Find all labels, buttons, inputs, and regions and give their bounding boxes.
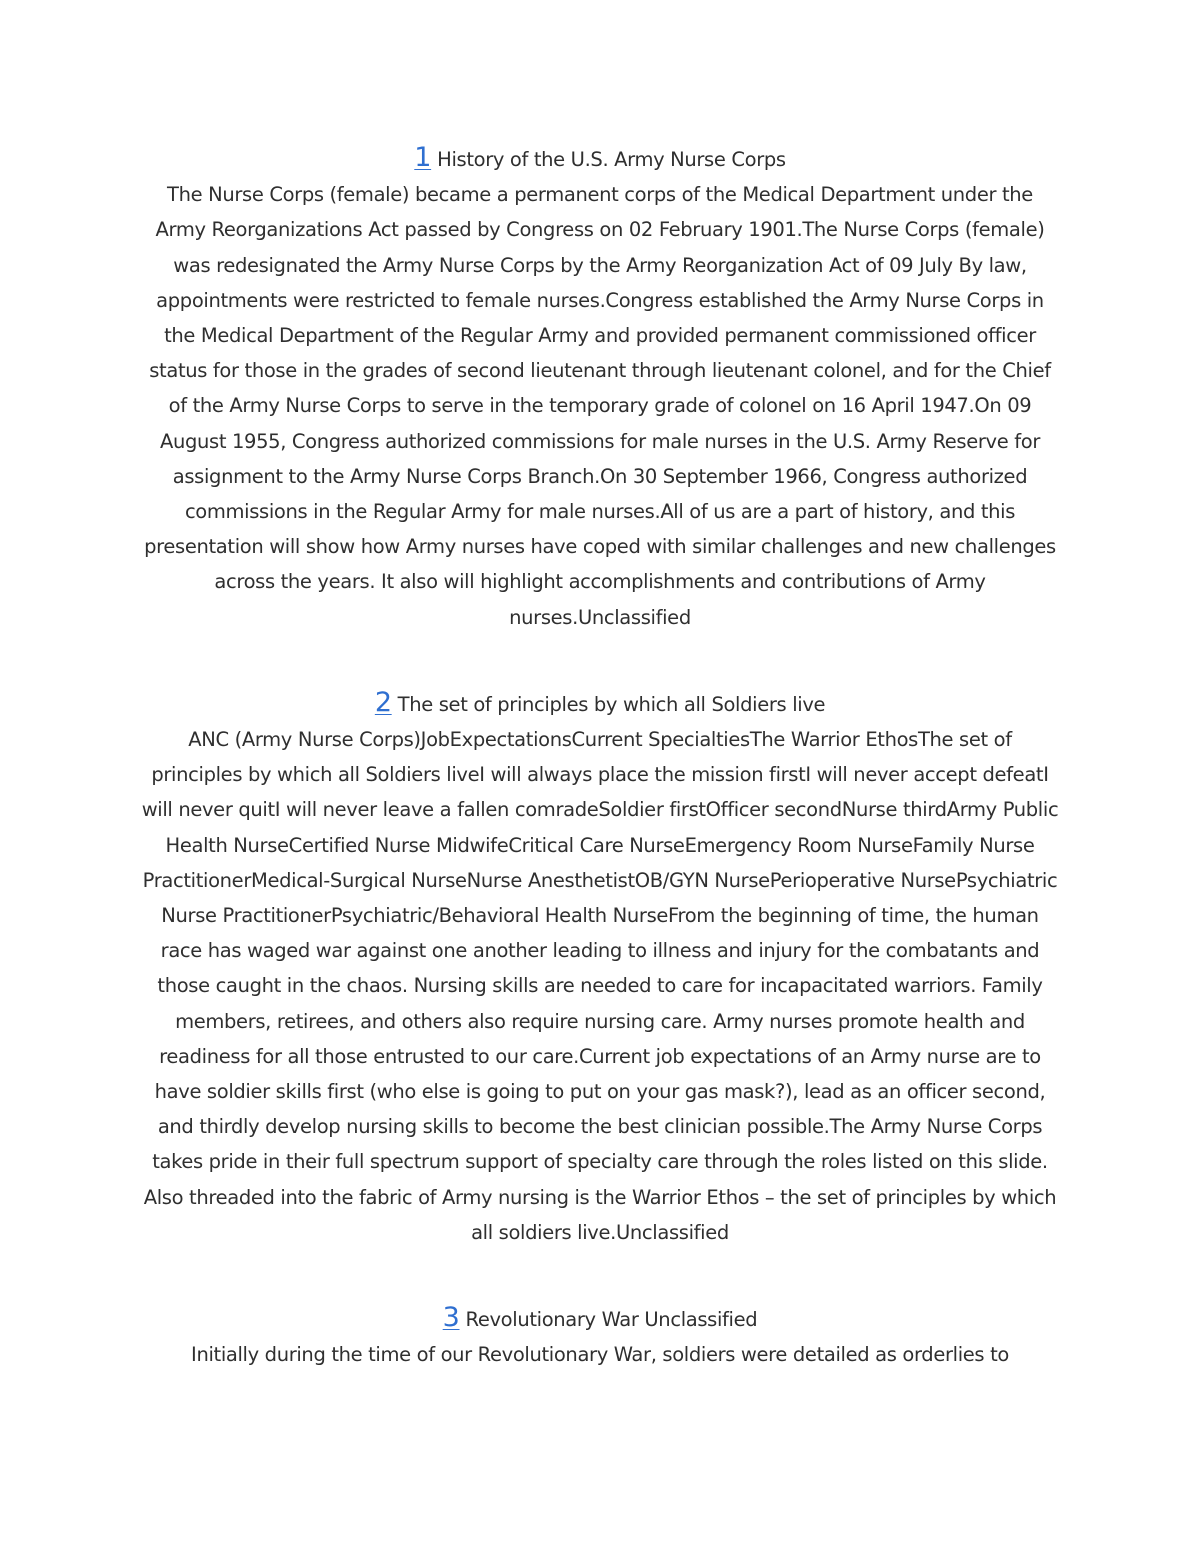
slide-number-link[interactable]: 3: [442, 1302, 460, 1334]
section-body: Initially during the time of our Revolutionary War, soldiers were detailed as orderlies to: [191, 1343, 1009, 1367]
section-heading: [140, 1300, 1060, 1337]
section-body: ANC (Army Nurse Corps)JobExpectationsCurrent SpecialtiesThe Warrior EthosThe set of principles by which all Soldiers liveI will always place the mission firstI will never accept defeatI will never quitI will never leave a fallen comradeSoldier firstOfficer secondNurse thirdArmy Public Health NurseCertified Nurse MidwifeCritical Care NurseEmergency Room NurseFamily Nurse PractitionerMedical-Surgical NurseNurse AnesthetistOB/GYN NursePerioperative NursePsychiatric Nurse PractitionerPsychiatric/Behavioral Health NurseFrom the beginning of time, the human race has waged war against one another leading to illness and injury for the combatants and those caught in the chaos. Nursing skills are needed to care for incapacitated warriors. Family members, retirees, and others also require nursing care. Army nurses promote health and readiness for all those entrusted to our care.Current job expectations of an Army nurse are to have soldier skills first (who else is going to put on your gas mask?), lead as an officer second, and thirdly develop nursing skills to become the best clinician possible.The Army Nurse Corps takes pride in their full spectrum support of specialty care through the roles listed on this slide. Also threaded into the fabric of Army nursing is the Warrior Ethos – the set of principles by which all soldiers live.Unclassified: [141, 728, 1059, 1244]
slide-section-3: [140, 1300, 1060, 1372]
document-page: [140, 140, 1060, 1373]
section-title: Revolutionary War Unclassified: [465, 1308, 758, 1332]
section-heading: [140, 140, 1060, 177]
section-title: The set of principles by which all Soldiers live: [397, 692, 826, 716]
slide-number-link[interactable]: 1: [414, 142, 432, 173]
section-title: History of the U.S. Army Nurse Corps: [437, 148, 786, 171]
slide-section-1: [140, 140, 1060, 635]
section-body: The Nurse Corps (female) became a permanent corps of the Medical Department under the Army Reorganizations Act passed by Congress on 02 February 1901.The Nurse Corps (female) was redesignated the Army Nurse Corps by the Army Reorganization Act of 09 July By law, appointments were restricted to female nurses.Congress established the Army Nurse Corps in the Medical Department of the Regular Army and provided permanent commissioned officer status for those in the grades of second lieutenant through lieutenant colonel, and for the Chief of the Army Nurse Corps to serve in the temporary grade of colonel on 16 April 1947.On 09 August 1955, Congress authorized commissions for male nurses in the U.S. Army Reserve for assignment to the Army Nurse Corps Branch.On 30 September 1966, Congress authorized commissions in the Regular Army for male nurses.All of us are a part of history, and this presentation will show how Army nurses have coped with similar challenges and new challenges across the years. It also will highlight accomplishments and contributions of Army nurses.Unclassified: [144, 183, 1056, 629]
slide-section-2: [140, 685, 1060, 1250]
slide-number-link[interactable]: 2: [374, 686, 392, 718]
section-heading: [140, 685, 1060, 722]
